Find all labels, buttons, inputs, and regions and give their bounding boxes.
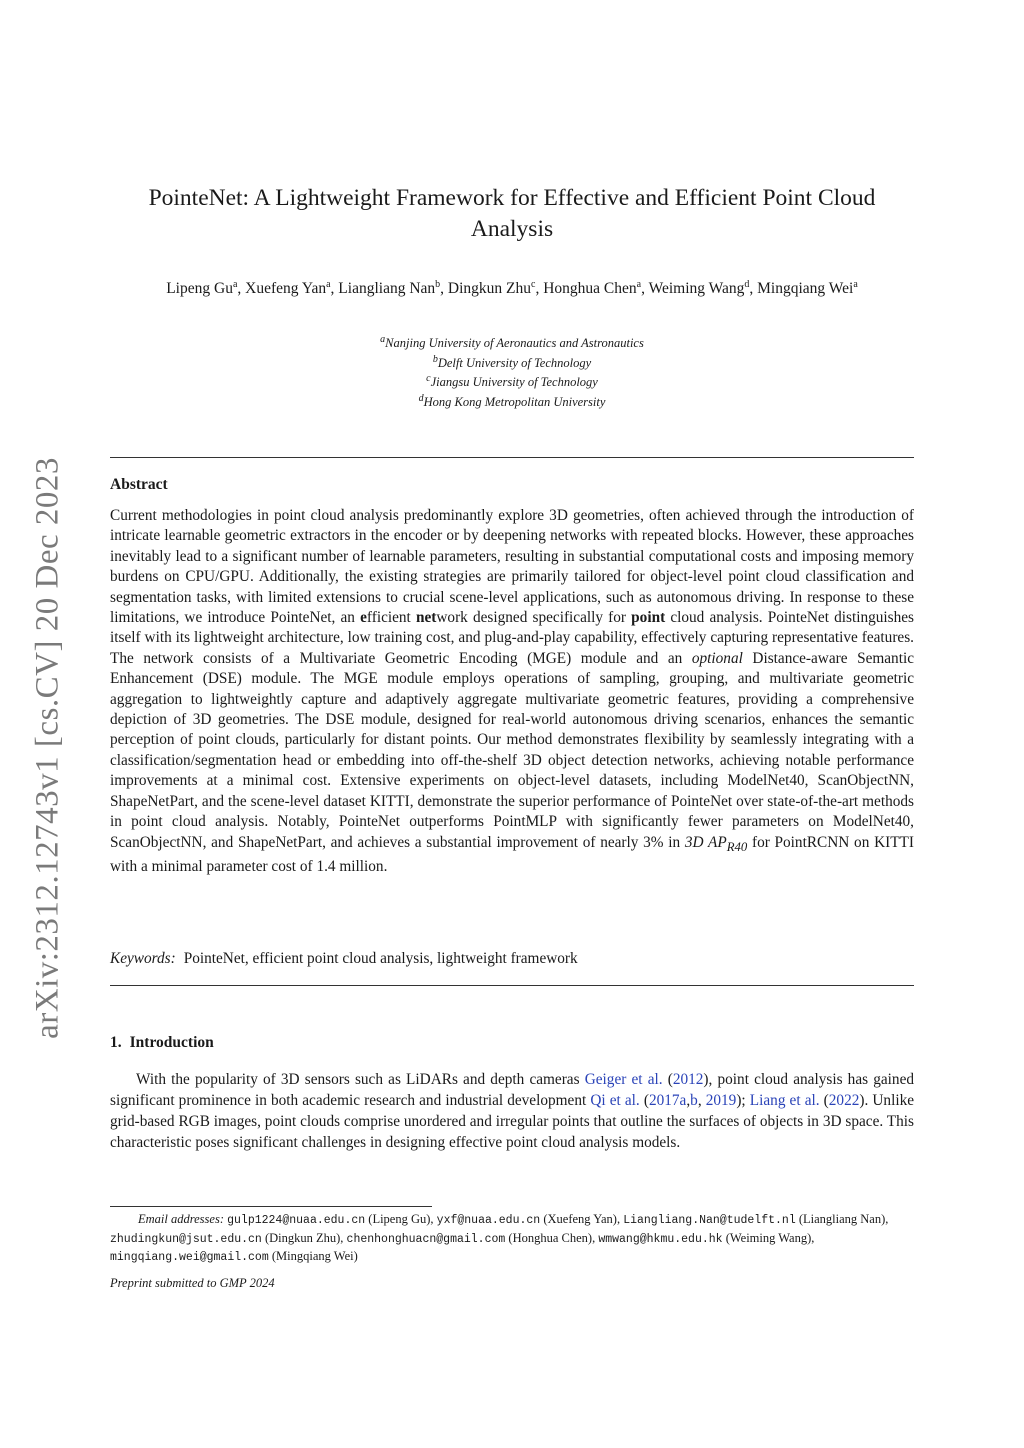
affiliation: $^b$Delft University of Technology bbox=[432, 353, 592, 370]
keywords: Keywords: PointeNet, efficient point cloud analysis, lightweight framework bbox=[110, 950, 578, 967]
author: Honghua Chen$^a$ bbox=[543, 279, 642, 298]
affiliation: $^c$Jiangsu University of Technology bbox=[426, 373, 598, 390]
abstract-heading: Abstract bbox=[110, 476, 168, 493]
author: Mingqiang Wei$^a$ bbox=[757, 279, 858, 298]
citation-link[interactable]: 2022 bbox=[828, 1092, 860, 1109]
author: Weiming Wang$^d$ bbox=[648, 279, 750, 298]
citation-link[interactable]: 2017a bbox=[648, 1092, 687, 1109]
email-address[interactable]: Liangliang.Nan@tudelft.nl bbox=[623, 1214, 796, 1227]
author: Xuefeng Yan$^a$ bbox=[245, 279, 331, 298]
author: Dingkun Zhu$^c$ bbox=[447, 279, 536, 298]
author-list: Lipeng Gu$^a$, Xuefeng Yan$^a$, Liangliang Nan$^b$, Dingkun Zhu$^c$, Honghua Chen$^a$, Weiming Wang$^d$, Mingqiang Wei$^a$ bbox=[166, 279, 858, 298]
email-footnote: Email addresses: gulp1224@nuaa.edu.cn (Lipeng Gu), yxf@nuaa.edu.cn (Xuefeng Yan), Liangliang.Nan@tudelft.nl (Liangliang Nan), zhudingkun@jsut.edu.cn (Dingkun Zhu), chenhonghuacn@gmail.com (Honghua Chen), wmwang@hkmu.edu.hk (Weiming Wang), mingqiang.wei@gmail.com (Mingqiang Wei) bbox=[110, 1212, 889, 1264]
email-address[interactable]: zhudingkun@jsut.edu.cn bbox=[110, 1232, 262, 1246]
affiliation-list bbox=[110, 332, 914, 411]
citation-link[interactable]: 2019 bbox=[705, 1092, 737, 1109]
abstract-bottom-rule bbox=[110, 985, 914, 986]
citation-link[interactable]: Qi et al. bbox=[590, 1092, 640, 1109]
paper-title: PointeNet: A Lightweight Framework for Effective and Efficient Point Cloud Analysis bbox=[148, 185, 876, 242]
citation-link[interactable]: 2012 bbox=[672, 1071, 704, 1088]
email-address[interactable]: chenhonghuacn@gmail.com bbox=[346, 1232, 506, 1246]
email-address[interactable]: wmwang@hkmu.edu.hk bbox=[598, 1232, 723, 1246]
footnote-rule bbox=[110, 1206, 432, 1207]
citation-link[interactable]: b bbox=[690, 1092, 698, 1109]
affiliation: $^d$Hong Kong Metropolitan University bbox=[418, 392, 606, 410]
author: Liangliang Nan$^b$ bbox=[338, 279, 441, 298]
citation-link[interactable]: Liang et al. bbox=[749, 1092, 820, 1109]
citation-link[interactable]: Geiger et al. bbox=[584, 1071, 663, 1088]
email-address[interactable]: mingqiang.wei@gmail.com bbox=[110, 1251, 269, 1264]
abstract-top-rule bbox=[110, 457, 914, 458]
author: Lipeng Gu$^a$ bbox=[166, 279, 238, 298]
math-3d-ap: 3D $AP_{R40}$ bbox=[684, 833, 748, 854]
email-address[interactable]: yxf@nuaa.edu.cn bbox=[436, 1214, 541, 1227]
introduction-paragraph: With the popularity of 3D sensors such as LiDARs and depth cameras Geiger et al. (2012), point cloud analysis has gained significant prominence in both academic research and industrial development Qi et al. (2017a,b, 2019); Liang et al. (2022). Unlike grid-based RGB images, point clouds comprise unordered and irregular points that outline the surfaces of objects in 3D space. This characteristic poses significant challenges in designing effective point cloud analysis models. bbox=[110, 1071, 915, 1151]
section-heading-introduction: 1. Introduction bbox=[110, 1034, 214, 1051]
abstract-body: Current methodologies in point cloud analysis predominantly explore 3D geometries, often achieved through the introduction of intricate learnable geometric extractors in the encoder or by deepening networks with repeated blocks. However, these approaches inevitably lead to a significant number of learnable parameters, resulting in substantial computational costs and imposing memory burdens on CPU/GPU. Additionally, the existing strategies are primarily tailored for object-level point cloud classification and segmentation tasks, with limited extensions to crucial scene-level applications, such as autonomous driving. In response to these limitations, we introduce PointeNet, an efficient network designed specifically for point cloud analysis. PointeNet distinguishes itself with its lightweight architecture, low training cost, and plug-and-play capability, effectively capturing representative features. The network consists of a Multivariate Geometric Encoding (MGE) module and an optional Distance-aware Semantic Enhancement (DSE) module. The MGE module employs operations of sampling, grouping, and multivariate geometric aggregation to lightweightly capture and adaptively aggregate multivariate geometric features, providing a comprehensive depiction of 3D geometries. The DSE module, designed for real-world autonomous driving scenarios, enhances the semantic perception of point clouds, particularly for distant points. Our method demonstrates flexibility by seamlessly integrating with a classification/segmentation head or embedding into off-the-shelf 3D object detection networks, achieving notable performance improvements at a minimal cost. Extensive experiments on object-level datasets, including ModelNet40, ScanObjectNN, ShapeNetPart, and the scene-level dataset KITTI, demonstrate the superior performance of PointeNet over state-of-the-art methods in point cloud analysis. Notably, PointeNet outperforms PointMLP with significantly fewer parameters on ModelNet40, ScanObjectNN, and ShapeNetPart, and achieves a substantial improvement of nearly 3% in 3D $AP_{R40}$ for PointRCNN on KITTI with a minimal parameter cost of 1.4 million. bbox=[110, 507, 914, 875]
arxiv-identifier: arXiv:2312.12743v1 [cs.CV] 20 Dec 2023 bbox=[29, 457, 66, 1039]
preprint-note: Preprint submitted to GMP 2024 bbox=[110, 1276, 275, 1290]
email-address[interactable]: gulp1224@nuaa.edu.cn bbox=[227, 1214, 366, 1227]
affiliation: $^a$Nanjing University of Aeronautics and Astronautics bbox=[380, 334, 644, 351]
